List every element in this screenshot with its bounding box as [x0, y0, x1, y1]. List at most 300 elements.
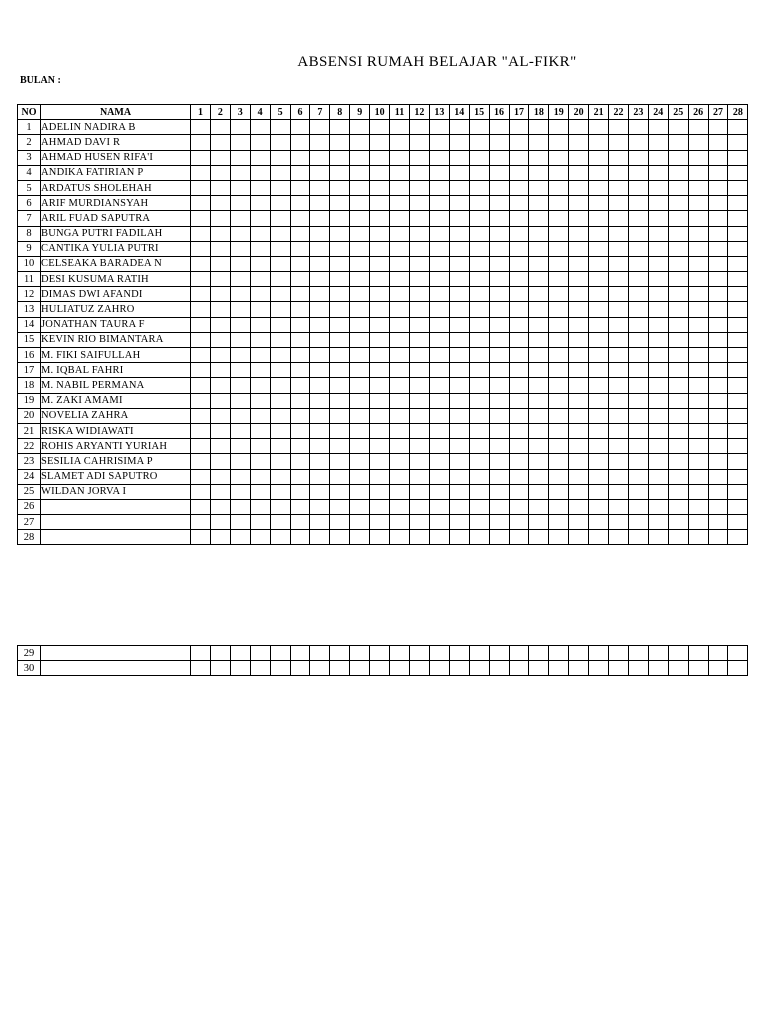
attendance-cell[interactable]: [330, 135, 350, 150]
attendance-cell[interactable]: [628, 439, 648, 454]
attendance-cell[interactable]: [390, 332, 410, 347]
attendance-cell[interactable]: [409, 302, 429, 317]
attendance-cell[interactable]: [210, 180, 230, 195]
attendance-cell[interactable]: [390, 661, 410, 676]
attendance-cell[interactable]: [191, 348, 211, 363]
attendance-cell[interactable]: [469, 180, 489, 195]
attendance-cell[interactable]: [728, 423, 748, 438]
attendance-cell[interactable]: [489, 423, 509, 438]
attendance-cell[interactable]: [230, 165, 250, 180]
attendance-cell[interactable]: [290, 272, 310, 287]
attendance-cell[interactable]: [509, 378, 529, 393]
attendance-cell[interactable]: [549, 241, 569, 256]
attendance-cell[interactable]: [589, 120, 609, 135]
attendance-cell[interactable]: [589, 408, 609, 423]
attendance-cell[interactable]: [449, 363, 469, 378]
attendance-cell[interactable]: [509, 515, 529, 530]
attendance-cell[interactable]: [250, 661, 270, 676]
attendance-cell[interactable]: [290, 287, 310, 302]
attendance-cell[interactable]: [449, 454, 469, 469]
attendance-cell[interactable]: [569, 499, 589, 514]
attendance-cell[interactable]: [489, 180, 509, 195]
attendance-cell[interactable]: [668, 302, 688, 317]
attendance-cell[interactable]: [230, 211, 250, 226]
attendance-cell[interactable]: [529, 515, 549, 530]
attendance-cell[interactable]: [688, 302, 708, 317]
attendance-cell[interactable]: [529, 196, 549, 211]
attendance-cell[interactable]: [668, 287, 688, 302]
attendance-cell[interactable]: [688, 135, 708, 150]
attendance-cell[interactable]: [469, 196, 489, 211]
attendance-cell[interactable]: [469, 646, 489, 661]
attendance-cell[interactable]: [390, 165, 410, 180]
attendance-cell[interactable]: [549, 211, 569, 226]
attendance-cell[interactable]: [270, 302, 290, 317]
attendance-cell[interactable]: [409, 499, 429, 514]
attendance-cell[interactable]: [370, 423, 390, 438]
attendance-cell[interactable]: [191, 241, 211, 256]
attendance-cell[interactable]: [409, 287, 429, 302]
attendance-cell[interactable]: [549, 256, 569, 271]
attendance-cell[interactable]: [330, 332, 350, 347]
attendance-cell[interactable]: [549, 408, 569, 423]
attendance-cell[interactable]: [648, 226, 668, 241]
attendance-cell[interactable]: [489, 332, 509, 347]
attendance-cell[interactable]: [668, 499, 688, 514]
attendance-cell[interactable]: [549, 499, 569, 514]
attendance-cell[interactable]: [628, 646, 648, 661]
attendance-cell[interactable]: [648, 363, 668, 378]
attendance-cell[interactable]: [250, 332, 270, 347]
attendance-cell[interactable]: [509, 287, 529, 302]
attendance-cell[interactable]: [250, 515, 270, 530]
attendance-cell[interactable]: [449, 211, 469, 226]
attendance-cell[interactable]: [310, 272, 330, 287]
attendance-cell[interactable]: [230, 408, 250, 423]
attendance-cell[interactable]: [310, 499, 330, 514]
attendance-cell[interactable]: [370, 196, 390, 211]
attendance-cell[interactable]: [290, 499, 310, 514]
attendance-cell[interactable]: [250, 226, 270, 241]
attendance-cell[interactable]: [449, 302, 469, 317]
attendance-cell[interactable]: [350, 226, 370, 241]
attendance-cell[interactable]: [350, 256, 370, 271]
attendance-cell[interactable]: [668, 408, 688, 423]
attendance-cell[interactable]: [350, 393, 370, 408]
attendance-cell[interactable]: [509, 363, 529, 378]
attendance-cell[interactable]: [628, 302, 648, 317]
attendance-cell[interactable]: [728, 211, 748, 226]
attendance-cell[interactable]: [589, 196, 609, 211]
attendance-cell[interactable]: [529, 499, 549, 514]
attendance-cell[interactable]: [250, 530, 270, 545]
attendance-cell[interactable]: [549, 378, 569, 393]
attendance-cell[interactable]: [409, 393, 429, 408]
attendance-cell[interactable]: [489, 135, 509, 150]
attendance-cell[interactable]: [449, 393, 469, 408]
attendance-cell[interactable]: [230, 196, 250, 211]
attendance-cell[interactable]: [628, 196, 648, 211]
attendance-cell[interactable]: [270, 196, 290, 211]
attendance-cell[interactable]: [648, 150, 668, 165]
attendance-cell[interactable]: [708, 120, 728, 135]
attendance-cell[interactable]: [370, 302, 390, 317]
attendance-cell[interactable]: [429, 317, 449, 332]
attendance-cell[interactable]: [350, 165, 370, 180]
attendance-cell[interactable]: [609, 454, 629, 469]
attendance-cell[interactable]: [350, 135, 370, 150]
attendance-cell[interactable]: [648, 484, 668, 499]
attendance-cell[interactable]: [250, 317, 270, 332]
attendance-cell[interactable]: [350, 530, 370, 545]
attendance-cell[interactable]: [290, 317, 310, 332]
attendance-cell[interactable]: [250, 469, 270, 484]
attendance-cell[interactable]: [449, 469, 469, 484]
attendance-cell[interactable]: [648, 530, 668, 545]
attendance-cell[interactable]: [708, 646, 728, 661]
attendance-cell[interactable]: [509, 180, 529, 195]
attendance-cell[interactable]: [290, 256, 310, 271]
attendance-cell[interactable]: [429, 661, 449, 676]
attendance-cell[interactable]: [210, 499, 230, 514]
attendance-cell[interactable]: [191, 150, 211, 165]
attendance-cell[interactable]: [409, 150, 429, 165]
attendance-cell[interactable]: [469, 484, 489, 499]
attendance-cell[interactable]: [549, 646, 569, 661]
attendance-cell[interactable]: [489, 302, 509, 317]
attendance-cell[interactable]: [350, 646, 370, 661]
attendance-cell[interactable]: [609, 135, 629, 150]
attendance-cell[interactable]: [609, 211, 629, 226]
attendance-cell[interactable]: [609, 423, 629, 438]
attendance-cell[interactable]: [609, 363, 629, 378]
attendance-cell[interactable]: [270, 530, 290, 545]
attendance-cell[interactable]: [350, 180, 370, 195]
attendance-cell[interactable]: [529, 363, 549, 378]
attendance-cell[interactable]: [191, 180, 211, 195]
attendance-cell[interactable]: [688, 454, 708, 469]
attendance-cell[interactable]: [270, 165, 290, 180]
attendance-cell[interactable]: [509, 256, 529, 271]
attendance-cell[interactable]: [688, 241, 708, 256]
attendance-cell[interactable]: [509, 423, 529, 438]
attendance-cell[interactable]: [330, 363, 350, 378]
attendance-cell[interactable]: [230, 272, 250, 287]
attendance-cell[interactable]: [191, 363, 211, 378]
attendance-cell[interactable]: [290, 408, 310, 423]
attendance-cell[interactable]: [290, 226, 310, 241]
attendance-cell[interactable]: [210, 363, 230, 378]
attendance-cell[interactable]: [589, 439, 609, 454]
attendance-cell[interactable]: [668, 196, 688, 211]
attendance-cell[interactable]: [390, 150, 410, 165]
attendance-cell[interactable]: [350, 499, 370, 514]
attendance-cell[interactable]: [350, 454, 370, 469]
attendance-cell[interactable]: [628, 393, 648, 408]
attendance-cell[interactable]: [728, 499, 748, 514]
attendance-cell[interactable]: [270, 256, 290, 271]
attendance-cell[interactable]: [270, 241, 290, 256]
attendance-cell[interactable]: [350, 661, 370, 676]
attendance-cell[interactable]: [668, 120, 688, 135]
attendance-cell[interactable]: [668, 423, 688, 438]
attendance-cell[interactable]: [728, 196, 748, 211]
attendance-cell[interactable]: [290, 454, 310, 469]
attendance-cell[interactable]: [310, 348, 330, 363]
attendance-cell[interactable]: [330, 165, 350, 180]
attendance-cell[interactable]: [210, 226, 230, 241]
attendance-cell[interactable]: [569, 469, 589, 484]
attendance-cell[interactable]: [449, 378, 469, 393]
attendance-cell[interactable]: [330, 302, 350, 317]
attendance-cell[interactable]: [429, 393, 449, 408]
attendance-cell[interactable]: [230, 180, 250, 195]
attendance-cell[interactable]: [390, 484, 410, 499]
attendance-cell[interactable]: [529, 378, 549, 393]
attendance-cell[interactable]: [250, 150, 270, 165]
attendance-cell[interactable]: [708, 499, 728, 514]
attendance-cell[interactable]: [628, 363, 648, 378]
attendance-cell[interactable]: [728, 530, 748, 545]
attendance-cell[interactable]: [469, 348, 489, 363]
attendance-cell[interactable]: [210, 530, 230, 545]
attendance-cell[interactable]: [290, 530, 310, 545]
attendance-cell[interactable]: [509, 165, 529, 180]
attendance-cell[interactable]: [628, 378, 648, 393]
attendance-cell[interactable]: [449, 332, 469, 347]
attendance-cell[interactable]: [589, 165, 609, 180]
attendance-cell[interactable]: [569, 241, 589, 256]
attendance-cell[interactable]: [230, 661, 250, 676]
attendance-cell[interactable]: [509, 302, 529, 317]
attendance-cell[interactable]: [509, 332, 529, 347]
attendance-cell[interactable]: [429, 499, 449, 514]
attendance-cell[interactable]: [668, 272, 688, 287]
attendance-cell[interactable]: [628, 484, 648, 499]
attendance-cell[interactable]: [489, 661, 509, 676]
attendance-cell[interactable]: [589, 211, 609, 226]
attendance-cell[interactable]: [688, 484, 708, 499]
attendance-cell[interactable]: [569, 530, 589, 545]
attendance-cell[interactable]: [270, 378, 290, 393]
attendance-cell[interactable]: [210, 241, 230, 256]
attendance-cell[interactable]: [529, 530, 549, 545]
attendance-cell[interactable]: [230, 317, 250, 332]
attendance-cell[interactable]: [569, 423, 589, 438]
attendance-cell[interactable]: [609, 150, 629, 165]
attendance-cell[interactable]: [489, 272, 509, 287]
attendance-cell[interactable]: [210, 302, 230, 317]
attendance-cell[interactable]: [290, 211, 310, 226]
attendance-cell[interactable]: [270, 393, 290, 408]
attendance-cell[interactable]: [429, 348, 449, 363]
attendance-cell[interactable]: [549, 469, 569, 484]
attendance-cell[interactable]: [191, 439, 211, 454]
attendance-cell[interactable]: [429, 530, 449, 545]
attendance-cell[interactable]: [310, 317, 330, 332]
attendance-cell[interactable]: [589, 332, 609, 347]
attendance-cell[interactable]: [529, 484, 549, 499]
attendance-cell[interactable]: [390, 302, 410, 317]
attendance-cell[interactable]: [191, 515, 211, 530]
attendance-cell[interactable]: [370, 515, 390, 530]
attendance-cell[interactable]: [648, 317, 668, 332]
attendance-cell[interactable]: [390, 211, 410, 226]
attendance-cell[interactable]: [469, 423, 489, 438]
attendance-cell[interactable]: [529, 332, 549, 347]
attendance-cell[interactable]: [589, 287, 609, 302]
attendance-cell[interactable]: [469, 226, 489, 241]
attendance-cell[interactable]: [529, 180, 549, 195]
attendance-cell[interactable]: [609, 196, 629, 211]
attendance-cell[interactable]: [489, 408, 509, 423]
attendance-cell[interactable]: [469, 515, 489, 530]
attendance-cell[interactable]: [529, 454, 549, 469]
attendance-cell[interactable]: [489, 378, 509, 393]
attendance-cell[interactable]: [648, 439, 668, 454]
attendance-cell[interactable]: [429, 378, 449, 393]
attendance-cell[interactable]: [569, 180, 589, 195]
attendance-cell[interactable]: [628, 287, 648, 302]
attendance-cell[interactable]: [370, 211, 390, 226]
attendance-cell[interactable]: [569, 256, 589, 271]
attendance-cell[interactable]: [210, 661, 230, 676]
attendance-cell[interactable]: [609, 499, 629, 514]
attendance-cell[interactable]: [270, 348, 290, 363]
attendance-cell[interactable]: [668, 180, 688, 195]
attendance-cell[interactable]: [609, 256, 629, 271]
attendance-cell[interactable]: [230, 469, 250, 484]
attendance-cell[interactable]: [270, 272, 290, 287]
attendance-cell[interactable]: [210, 272, 230, 287]
attendance-cell[interactable]: [250, 408, 270, 423]
attendance-cell[interactable]: [250, 120, 270, 135]
attendance-cell[interactable]: [509, 454, 529, 469]
attendance-cell[interactable]: [350, 150, 370, 165]
attendance-cell[interactable]: [210, 150, 230, 165]
attendance-cell[interactable]: [469, 211, 489, 226]
attendance-cell[interactable]: [469, 332, 489, 347]
attendance-cell[interactable]: [350, 363, 370, 378]
attendance-cell[interactable]: [290, 661, 310, 676]
attendance-cell[interactable]: [409, 226, 429, 241]
attendance-cell[interactable]: [330, 530, 350, 545]
attendance-cell[interactable]: [390, 423, 410, 438]
attendance-cell[interactable]: [350, 378, 370, 393]
attendance-cell[interactable]: [509, 439, 529, 454]
attendance-cell[interactable]: [250, 256, 270, 271]
attendance-cell[interactable]: [270, 439, 290, 454]
attendance-cell[interactable]: [688, 363, 708, 378]
attendance-cell[interactable]: [589, 499, 609, 514]
attendance-cell[interactable]: [370, 256, 390, 271]
attendance-cell[interactable]: [310, 515, 330, 530]
attendance-cell[interactable]: [469, 499, 489, 514]
attendance-cell[interactable]: [589, 256, 609, 271]
attendance-cell[interactable]: [210, 393, 230, 408]
attendance-cell[interactable]: [409, 196, 429, 211]
attendance-cell[interactable]: [449, 165, 469, 180]
attendance-cell[interactable]: [390, 530, 410, 545]
attendance-cell[interactable]: [310, 211, 330, 226]
attendance-cell[interactable]: [330, 423, 350, 438]
attendance-cell[interactable]: [628, 423, 648, 438]
attendance-cell[interactable]: [310, 180, 330, 195]
attendance-cell[interactable]: [648, 287, 668, 302]
attendance-cell[interactable]: [390, 499, 410, 514]
attendance-cell[interactable]: [728, 150, 748, 165]
attendance-cell[interactable]: [708, 469, 728, 484]
attendance-cell[interactable]: [210, 256, 230, 271]
attendance-cell[interactable]: [330, 150, 350, 165]
attendance-cell[interactable]: [509, 661, 529, 676]
attendance-cell[interactable]: [589, 530, 609, 545]
attendance-cell[interactable]: [628, 211, 648, 226]
attendance-cell[interactable]: [569, 515, 589, 530]
attendance-cell[interactable]: [569, 211, 589, 226]
attendance-cell[interactable]: [728, 363, 748, 378]
attendance-cell[interactable]: [549, 393, 569, 408]
attendance-cell[interactable]: [569, 135, 589, 150]
attendance-cell[interactable]: [549, 302, 569, 317]
attendance-cell[interactable]: [688, 515, 708, 530]
attendance-cell[interactable]: [549, 226, 569, 241]
attendance-cell[interactable]: [409, 332, 429, 347]
attendance-cell[interactable]: [191, 469, 211, 484]
attendance-cell[interactable]: [569, 661, 589, 676]
attendance-cell[interactable]: [668, 226, 688, 241]
attendance-cell[interactable]: [668, 454, 688, 469]
attendance-cell[interactable]: [250, 423, 270, 438]
attendance-cell[interactable]: [191, 196, 211, 211]
attendance-cell[interactable]: [390, 317, 410, 332]
attendance-cell[interactable]: [449, 408, 469, 423]
attendance-cell[interactable]: [270, 454, 290, 469]
attendance-cell[interactable]: [250, 272, 270, 287]
attendance-cell[interactable]: [688, 180, 708, 195]
attendance-cell[interactable]: [310, 332, 330, 347]
attendance-cell[interactable]: [549, 120, 569, 135]
attendance-cell[interactable]: [370, 393, 390, 408]
attendance-cell[interactable]: [390, 241, 410, 256]
attendance-cell[interactable]: [230, 423, 250, 438]
attendance-cell[interactable]: [529, 226, 549, 241]
attendance-cell[interactable]: [628, 165, 648, 180]
attendance-cell[interactable]: [708, 363, 728, 378]
attendance-cell[interactable]: [290, 120, 310, 135]
attendance-cell[interactable]: [569, 287, 589, 302]
attendance-cell[interactable]: [569, 226, 589, 241]
attendance-cell[interactable]: [728, 515, 748, 530]
attendance-cell[interactable]: [310, 484, 330, 499]
attendance-cell[interactable]: [628, 530, 648, 545]
attendance-cell[interactable]: [708, 515, 728, 530]
attendance-cell[interactable]: [290, 423, 310, 438]
attendance-cell[interactable]: [330, 439, 350, 454]
attendance-cell[interactable]: [270, 226, 290, 241]
attendance-cell[interactable]: [469, 272, 489, 287]
attendance-cell[interactable]: [688, 439, 708, 454]
attendance-cell[interactable]: [230, 363, 250, 378]
attendance-cell[interactable]: [370, 454, 390, 469]
attendance-cell[interactable]: [529, 165, 549, 180]
attendance-cell[interactable]: [429, 196, 449, 211]
attendance-cell[interactable]: [569, 363, 589, 378]
attendance-cell[interactable]: [728, 256, 748, 271]
attendance-cell[interactable]: [330, 317, 350, 332]
attendance-cell[interactable]: [469, 469, 489, 484]
attendance-cell[interactable]: [270, 120, 290, 135]
